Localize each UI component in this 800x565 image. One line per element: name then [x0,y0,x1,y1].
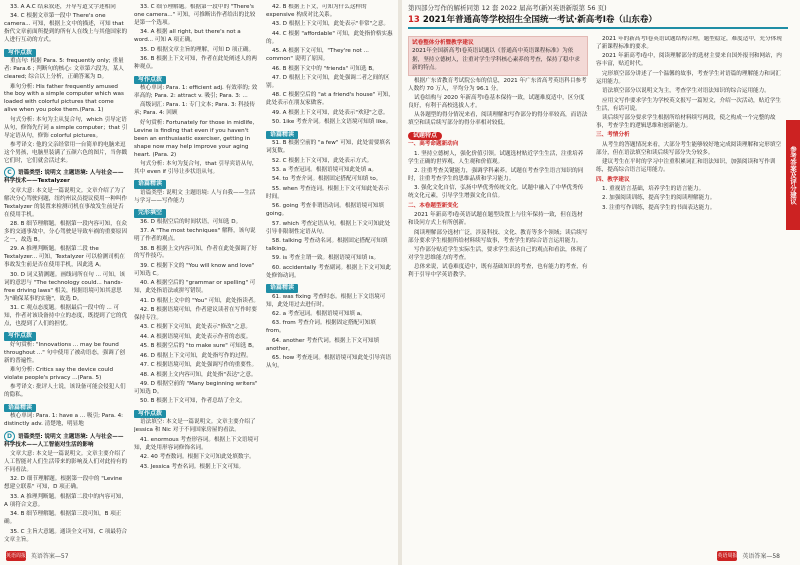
right-footer [717,551,780,562]
answer-paragraph: 59. is 考查主谓一致。根据语境可知填 is。 [272,255,380,262]
section-label: 写作点拨 [4,49,36,58]
answer-paragraph: 参考译文: 批评人士说，该设备可能会侵犯人们的隐私。 [4,384,126,399]
answer-paragraph: 句式分析: 本句为复合句，that 引导宾语从句，其中 even if 引导让步状语从句。 [134,160,258,175]
answer-paragraph: 核心单词: Para. 1: efficient adj. 有效率的; 效率高的; Para. 2: attract v. 吸引; Para. 3: ... [134,85,258,99]
answer-paragraph: 58. talking 考查动名词。根据固定搭配可知填 talking。 [266,237,388,252]
answer-paragraph: 43. D 根据上下文可知，此处表示"非常"之意。 [272,21,389,28]
answer-paragraph: 2. 加强阅读训练，提高学生的阅读理解能力。 [602,195,716,202]
answer-paragraph: 写作部分贴近学生实际生活，要求学生表达自己的观点和看法，体现了对学生思维能力的考查。 [408,246,588,261]
answer-paragraph: 48. C 根据空后的 "at a friend's house" 可知，此处表示在朋友家做客。 [266,92,394,107]
right-column-2 [596,36,782,543]
subsection-heading: 四、教学建议 [596,176,630,183]
passage-letter: C [4,167,15,178]
answer-paragraph: 36. D 根据空后的时间状语，可知选 D。 [140,218,242,225]
section-label: 写作点拨 [4,332,36,341]
content-block [4,167,128,186]
answer-paragraph: 句式分析: 本句为主从复合句，which 引导定语从句，修饰先行词 a simple computer；that 引导定语从句，修饰 colorful pictures。 [4,116,128,139]
content-block [134,74,260,86]
content-block [134,178,260,190]
answer-paragraph: 33. A 推理判断题。根据第二段中的内容可知，A 项符合文意。 [4,493,127,508]
answer-paragraph: 34. A 根据 all right, but there's not a word... 可知 A 项正确。 [134,29,241,44]
answer-paragraph: 1. 重视语言基础，培养学生的语言能力。 [602,185,705,192]
answer-paragraph: 60. accidentally 考查副词。根据上下文可知此处修饰动词。 [266,264,391,279]
answer-paragraph: 2021 年新高考Ⅰ卷英语试题在题型设置上与往年保持一致，但在选材和设问方式上有所创新。 [408,212,583,227]
answer-paragraph: 29. A 推理判断题。根据第二段 the Textalyzer... 可知，Textalyzer 可以检测司机在事故发生前是否在使用手机，因此选 A。 [4,246,125,269]
content-block [4,47,128,59]
section-label: 完形填空 [134,209,166,218]
passage-letter: D [4,431,15,442]
analysis-banner [408,36,588,76]
content-block [4,330,128,342]
answer-paragraph: 2021 年新高考Ⅰ卷中，阅读理解部分的选材主要来自国外报刊和网站，内容丰富，贴近时代。 [596,53,782,68]
answer-paragraph: 应用文写作要求学生为学校英文报写一篇短文，介绍一次活动，贴近学生生活，有话可说。 [596,97,782,112]
answer-paragraph: 阅读理解部分选材广泛，涉及科技、文化、教育等多个领域；读后续写部分要求学生根据所给材料续写故事，考查学生的综合语言运用能力。 [408,229,588,244]
answer-paragraph: 从各题型的得分情况来看，阅读理解和写作部分的得分率较高，而语法填空和读后续写部分的得分率相对较低。 [408,112,588,127]
content-block [134,408,260,420]
answer-paragraph: 1. 坚持立德树人，强化价值引领。试题选材贴近学生生活，注重培养学生正确的世界观、人生观和价值观。 [408,150,584,165]
answer-paragraph: 核心单词: Para. 1: have a ... 吸引; Para. 4: distinctly adv. 清楚地，明显地 [4,413,124,428]
answer-paragraph: 40. A 根据空后的 "grammar or spelling" 可知，此处指语法或拼写错误。 [134,280,256,295]
answer-paragraph: 49. A 根据上下文可知，此处表示"欢迎"之意。 [272,109,389,116]
answer-paragraph: 试卷结构与 2020 年新高考Ⅰ卷基本保持一致，试题难度适中，区分度良好，有利于高校选拔人才。 [408,94,585,109]
answer-paragraph: 65. how 考查连词。根据语境可知此处引导宾语从句。 [266,355,392,370]
section-label: 语篇精读 [266,131,298,140]
answer-paragraph: 31. C 观点态度题。根据最后一段中的 ... 可知，作者对该设备持中立的态度，既提到了它的优点，也提到了人们的担忧。 [4,304,128,327]
answer-paragraph: 重点句: 根据 Para. 5: frequently only; 重量者: Para.6 ; 判断句的核心: 文章第六段为，某人 cleared; 综合以上分析，正确答案为 D。 [4,58,124,81]
banner-title: 试卷整体分析暨教学建议 [412,40,474,46]
answer-paragraph: 33. C 细节理解题。根据第一段中的 "There's one camera..." 可知，可推断出作者给出的比较是第一个选项。 [134,4,256,26]
answer-paragraph: 50. 1ike 考查介词。根据上文语境可知填 like。 [272,119,392,126]
content-block [4,431,128,450]
answer-paragraph: 3. 注重写作训练，提高学生的书面表达能力。 [602,204,716,211]
answer-paragraph: 46. D 根据上下文可知，此处指写作的过程。 [140,352,252,359]
left-footer [6,551,69,562]
answer-paragraph: 53. a 考查冠词。根据语境可知此处填 a。 [272,166,377,173]
section-label: 写作点拨 [134,410,166,419]
passage-heading: 语篇类型: 说明文 主题语境: 人与社会——科学技术——人工智能对生活的影响 [4,433,124,448]
right-column-1 [408,36,588,543]
answer-paragraph: 2. 注重考查关键能力，强调学科素养。试题在考查学生语言知识的同时，注重考查学生的思维品质和学习能力。 [408,168,584,182]
exam-title-text: 2021年普通高等学校招生全国统一考试·新高考Ⅰ卷（山东卷） [422,15,657,25]
answer-paragraph: 建议考生在平时的学习中注重积累词汇和语法知识，加强阅读和写作训练，提高综合语言运用能力。 [596,159,776,174]
answer-paragraph: 44. C 根据 "affordable" 可知，此处指价格实惠的。 [266,30,393,45]
answer-paragraph: 54. to 考查介词。根据固定搭配可知填 to。 [272,176,382,183]
answer-paragraph: 61. was fixing 考查时态。根据上下文语境可知，此处用过去进行时。 [266,293,386,308]
header-divider [408,27,788,29]
answer-paragraph: 总体来说，试卷难度适中，既有基础知识的考查，也有能力的考查，有利于引导中学英语教学。 [408,264,588,279]
left-column-2 [134,4,260,543]
answer-paragraph: 根据广东省教育考试院公布的信息，2021 年广东省高考英语科目参考人数约 70 万人，平均分为 96.1 分。 [408,77,587,92]
banner-body: 2021年全国新高考Ⅰ卷英语试题以《普通高中英语课程标准》为依据，坚持立德树人，注重对学生学科核心素养的考查，保持了稳中求新的特点。 [412,48,580,72]
exam-number: 13 [408,15,420,25]
answer-paragraph: 45. B 根据空后的 "to make sure" 可知选 B。 [140,343,258,350]
answer-paragraph: 30. D 词义猜测题。画线词所在句 ... 可知，该词的意思与 "The technology could... hands-free driving laws" 相关，根据语境可知其意思为"确保某事的实施"，故选 D。 [4,271,126,302]
answer-paragraph: 语篇类型: 说明文 主题语境: 人与自我——生活与学习——写作能力 [134,189,256,204]
answer-paragraph: 50. B 根据上下文可知，作者总结了全文。 [140,398,246,405]
answer-paragraph: 47. D 根据上下文可知，此处强调二者之间的区别。 [266,75,390,89]
answer-paragraph: 45. A 根据下文可知，"They're not ... common" 说明了原因。 [266,48,369,63]
answer-paragraph: 56. going 考查非谓语动词。根据语境可知填 going。 [266,203,384,218]
answer-paragraph: 42. 40 考查数词。根据下文可知此处填数字。 [140,454,255,461]
answer-paragraph: 63. from 考查介词。根据固定搭配可知填 from。 [266,320,376,335]
passage-heading: 语篇类型: 说明文 主题语境: 人与社会——科学技术——Textalyzer [4,170,124,185]
section-label: 语篇精读 [266,284,298,293]
content-block [134,207,260,219]
section-label: 语篇精读 [134,180,166,189]
answer-paragraph: 52. C 根据上下文可知，此处表示方式。 [272,157,373,164]
subsection-heading: 二、本卷题型新变化 [408,202,459,209]
content-block [266,282,394,294]
answer-paragraph: 41. D 根据上文中的 "You" 可知，此处指读者。 [140,297,260,304]
answer-paragraph: 35. C 主旨大意题。通读全文可知，C 项最符合文章主旨。 [4,528,128,543]
answer-paragraph: 42. B 根据上下文，可知为什么这样的 expensive 构成对比关系。 [266,4,367,18]
content-block [266,129,394,141]
answer-paragraph: 43. C 根据下文可知，此处表示"修改"之意。 [140,324,252,331]
answer-paragraph: 39. C 根据下文的 "You will know and love" 可知选 C。 [134,262,255,277]
answer-paragraph: 文章大意: 本文是一篇说明文。文章介绍了为了解决分心驾驶问题，纽约州议员提议使用一种叫作 Textalyzer 的装置来检测司机在事故发生前是否在使用手机。 [4,187,128,218]
answer-paragraph: 参考译文: 他的父亲经常用一台简单的电脑来逗这个男孩，电脑里装满了五颜六色的图片，当你戳它们时，它们就会活过来。 [4,142,128,164]
answer-paragraph: 2021 年的新高考Ⅰ卷英语试题结构合理，题型稳定，难度适中，充分体现了新课程标准的要求。 [596,36,782,50]
exam-title [408,13,788,25]
answer-paragraph: 36. B 根据上下文可知，作者在此处阐述人的两种观点。 [134,56,257,71]
publisher-logo: 英语周报 [6,553,27,559]
answer-paragraph: 32. D 细节理解题。根据第一段中的 "Levine 想建立联系" 可知，D 项正确。 [4,476,123,491]
answer-paragraph: 55. when 考查连词。根据上下文可知此处表示时间。 [266,185,390,200]
answer-paragraph: 44. A 根据语境可知，此处表示作者的态度。 [140,333,252,340]
answer-paragraph: 57. which 考查定语从句。根据上下文可知此处引导非限制性定语从句。 [266,220,391,235]
answer-paragraph: 41. enormous 考查形容词。根据上下文语境可知，此处用形容词修饰名词。 [134,436,259,451]
content-block [408,130,588,142]
right-page [402,0,800,565]
left-column-1 [4,4,128,543]
answer-paragraph: 28. B 细节理解题。根据第一段内容可知，在众多的交通事故中，分心驾驶是导致车祸的重要原因之一，故选 B。 [4,221,128,243]
answer-paragraph: 48. A 根据上文内容可知，此处指"表达"之意。 [140,371,257,378]
answer-paragraph: 文章大意: 本文是一篇说明文。文章主要介绍了人工智能对人们生活带来的影响及人们对此持有的不同看法。 [4,451,128,474]
answer-paragraph: 42. B 根据语境可知，作者建议读者在写作时要保持专注。 [134,307,257,322]
answer-paragraph: 语法填空部分以说明文为主，考查学生对语法知识的综合运用能力。 [602,88,770,95]
right-page-header [408,3,788,31]
page-number: 英语答案—57 [30,552,69,560]
answer-paragraph: 读后续写部分要求学生根据所给材料续写两段，使之构成一个完整的故事，考查学生的逻辑思维和创新能力。 [596,114,776,129]
answer-paragraph: 46. B 根据下文中的 "friends" 可知选 B。 [272,65,378,72]
answer-paragraph: 38. B 根据上文内容可知，作者在此处强调了好的写作技巧。 [134,245,257,260]
left-column-3 [266,4,394,543]
answer-paragraph: 64. another 考查代词。根据上下文可知填 another。 [266,337,380,352]
section-label: 语篇精读 [4,404,36,413]
answer-paragraph: 从考生的答题情况来看，大部分考生能够较好地完成阅读理解和完形填空部分，但在语法填空和读后续写部分失分较多。 [596,141,782,156]
answer-paragraph: 语法填空: 本文是一篇说明文。文章主要介绍了 Jessica 和 Nic 对于不同国家房屋的看法。 [134,419,256,434]
answer-paragraph: 高级词汇: Para. 1: 专门文本; Para. 3: 科技传承; Para. 4: 回顾 [134,102,255,117]
answer-paragraph: 47. C 根据语境可知，此处强调写作的重要性。 [140,362,258,369]
answer-paragraph: 49. D 根据空前的 "Many beginning writers" 可知选 D。 [134,381,258,396]
answer-paragraph: 3. 强化文化自信，弘扬中华优秀传统文化。试题中融入了中华优秀传统文化元素，引导学生增强文化自信。 [408,185,584,200]
content-block [4,402,128,414]
left-page [0,0,398,565]
answer-paragraph: 62. a 考查冠词。根据语境可知填 a。 [272,311,366,318]
side-tab: 参考答案及评分建议 [786,120,800,230]
answer-paragraph: 35. D 根据文章主旨的理解，可知 D 项正确。 [140,46,255,53]
answer-paragraph: 37. A "The most techniques" 解释，该句说明了作者的观点。 [134,228,256,243]
answer-paragraph: 好句赏析: "Innovations ... may be found throughout ..." 句中使用了被动语态，强调了创新的普遍性。 [4,341,125,364]
section-label: 写作点拨 [134,76,166,85]
subsection-heading: 三、考情分析 [596,132,630,139]
publisher-logo: 英语周报 [717,553,738,559]
answer-paragraph: 难句分析: His father frequently amused the boy with a simple computer which was loaded with colorful pictures that come alive when you poke them.(Para. 1) [4,83,124,114]
page-number: 英语答案—58 [742,552,780,560]
answer-paragraph: 难句分析: Critics say the device could violate people's privacy ...(Para. 5) [4,367,114,382]
answer-paragraph: 33. A A.C 结束叙述，开导写道文字述相同 [10,4,116,10]
section-label: 试题特点 [408,132,442,141]
answer-paragraph: 完形填空部分讲述了一个温馨的故事，考查学生对语篇的理解能力和词汇运用能力。 [596,70,782,85]
answer-paragraph: 34. B 细节理解题。根据第三段可知，B 项正确。 [4,511,122,526]
subsection-heading: 一、高考命题新动向 [408,141,459,148]
answer-paragraph: 51. B 根据空前的 "a few" 可知，此处需要填名词复数。 [266,140,391,155]
header-line: 第四部分写作的解析同第 12 套 2022 届高考(新)(英语新版第 56 页) [408,4,607,12]
answer-paragraph: 34. C 根据文章第一段中 There's one camera... 可知，根据上文中的描述，可知 that 指代文章前面所提到的所有人在线上与其他国家的人进行互动的方式。 [4,13,128,44]
right-column-1-content [408,78,588,281]
answer-paragraph: 43. Jessica 考查名词。根据上下文可知。 [140,463,245,470]
answer-paragraph: 好句赏析: Fortunately for those in midlife, Levine is finding that even if you haven't been an enthusiastic exerciser, getting in shape now may help improve your aging heart. (Para. 2) [134,119,255,158]
